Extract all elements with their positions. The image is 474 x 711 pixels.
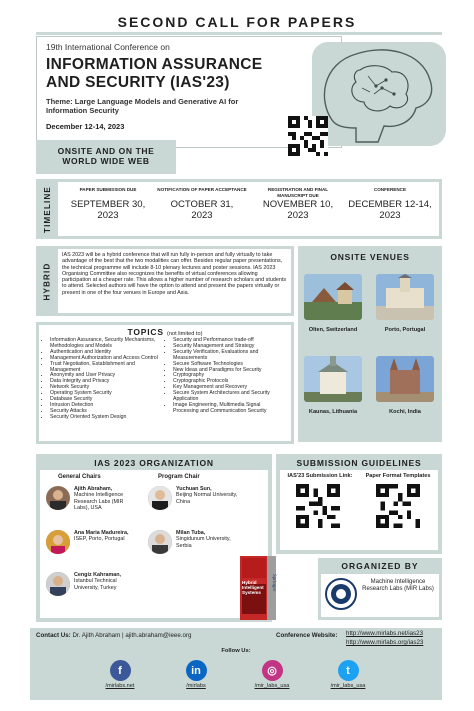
timeline-label: TIMELINE: [42, 185, 52, 233]
topic-item: • Security Attacks: [50, 409, 163, 415]
topic-item: • Information Assurance, Security Mechanisms, Methodologies and Models: [50, 338, 163, 350]
person-cengiz-kahraman: Cengiz Kahraman, Istanbul Technical University, Turkey: [46, 572, 136, 596]
twitter-icon: t: [338, 660, 359, 681]
timeline-item-conference: CONFERENCE DECEMBER 12-14, 2023: [348, 187, 432, 221]
topics-title: TOPICS (not limited to): [127, 327, 203, 337]
title-underline: [36, 32, 442, 35]
submission-guidelines-section: [276, 454, 442, 554]
facebook-link[interactable]: f /mirlabs.net: [82, 660, 158, 689]
springer-book-cover: [240, 556, 276, 620]
conference-theme: Theme: Large Language Models and Generative AI for Information Security: [46, 97, 239, 115]
avatar: [148, 530, 172, 554]
venues-title: ONSITE VENUES: [330, 252, 410, 262]
hybrid-section: [36, 246, 294, 316]
topic-item: • Security Verification, Evaluations and Measurements: [173, 350, 286, 362]
topic-item: • Database Security: [50, 397, 163, 403]
onsite-venues-section: [298, 246, 442, 442]
timeline-item-notification: NOTIFICATION OF PAPER ACCEPTANCE OCTOBER 31, 2023: [157, 187, 247, 221]
linkedin-icon: in: [186, 660, 207, 681]
topics-section: [36, 322, 294, 444]
instagram-icon: ◎: [262, 660, 283, 681]
topic-item: • Authentication and Identity: [50, 350, 163, 356]
topic-item: • Intrusion Detection: [50, 403, 163, 409]
mir-labs-seal-icon: [325, 578, 357, 610]
person-ajith-abraham: Ajith Abraham, Machine Intelligence Research Labs (MIR Labs), USA: [46, 486, 136, 512]
hybrid-description: IAS 2023 will be a hybrid conference that will run fully in-person and fully virtually to take advantage of the best that the two modalities can offer. Besides regular paper presentations, the technical programme will include 8-10 plenary lectures and poster sessions. IAS 2023 Organising Committee also recognizes the benefits of virtual conferences allowing participation at a cheaper rate. This allows a higher number of research scholars and students to attend. Selected authors will have the option to attend and present the papers virtually or present in one of the four venues in Europe and Asia.: [58, 249, 291, 313]
kaunas-photo: [304, 356, 362, 402]
avatar: [46, 572, 70, 596]
organization-panel: [40, 470, 268, 618]
organized-by-panel: [321, 574, 439, 617]
topic-item: • Security and Performance trade-off: [173, 338, 286, 344]
topics-panel: [39, 325, 291, 441]
avatar: [46, 486, 70, 510]
instagram-link[interactable]: ◎ /mir_labs_usa: [234, 660, 310, 689]
organized-by-title: ORGANIZED BY: [341, 561, 419, 571]
venue-porto: Porto, Portugal: [376, 274, 434, 333]
topic-item: • Security Management and Strategy: [173, 344, 286, 350]
contact-section: [30, 628, 442, 700]
facebook-icon: f: [110, 660, 131, 681]
organization-section: [36, 454, 272, 622]
templates-qr-code[interactable]: [376, 484, 420, 528]
venue-kochi: Kochi, India: [376, 356, 434, 415]
olten-photo: [304, 274, 362, 320]
timeline-panel: [58, 182, 439, 236]
venue-kaunas: Kaunas, Lithuania: [304, 356, 362, 415]
topic-item: • Network Security: [50, 385, 163, 391]
person-yuchuan-sun: Yuchuan Sun, Beijing Normal University, China: [148, 486, 238, 510]
submission-link-label: IAS'23 Submission Link:: [287, 473, 353, 479]
submission-panel: [280, 470, 438, 550]
general-chairs-heading: General Chairs: [58, 474, 101, 480]
publisher-label: Springer: [271, 574, 276, 592]
topic-item: • Cryptography: [173, 373, 286, 379]
book-title: Hybrid Intelligent Systems: [242, 580, 264, 596]
person-ana-maria-madureira: Ana Maria Madureira, ISEP, Porto, Portugal: [46, 530, 136, 554]
topic-item: • Security Oriented System Design: [50, 415, 163, 421]
submission-title: SUBMISSION GUIDELINES: [296, 458, 422, 468]
conference-title: INFORMATION ASSURANCE AND SECURITY (IAS'23): [46, 56, 263, 91]
contact-email-link[interactable]: Dr. Ajith Abraham | ajith.abraham@ieee.org: [72, 632, 192, 639]
topic-item: • Cryptographic Protocols: [173, 379, 286, 385]
website-link-1[interactable]: http://www.mirlabs.net/ias23: [346, 630, 424, 637]
topic-item: • New Ideas and Paradigms for Security: [173, 368, 286, 374]
timeline-section: [36, 179, 442, 239]
topic-item: • Image Engineering, Multimedia Signal Processing and Communication Security: [173, 403, 286, 415]
submission-qr-code[interactable]: [296, 484, 340, 528]
social-links: [82, 660, 386, 689]
avatar: [148, 486, 172, 510]
topic-item: • Key Management and Recovery: [173, 385, 286, 391]
avatar: [46, 530, 70, 554]
brain-icon: [312, 42, 446, 146]
topics-list-left: [44, 338, 163, 421]
timeline-item-submission: PAPER SUBMISSION DUE SEPTEMBER 30, 2023: [70, 187, 146, 221]
onsite-www-banner: ONSITE AND ON THE WORLD WIDE WEB: [36, 140, 176, 174]
timeline-item-registration: REGISTRATION AND FINAL MANUSCRIPT DUE NOVEMBER 10, 2023: [262, 187, 334, 221]
organization-title: IAS 2023 ORGANIZATION: [94, 458, 214, 468]
hybrid-label: HYBRID: [42, 262, 52, 300]
brain-illustration: [312, 42, 446, 146]
organized-by-section: [318, 558, 442, 620]
topic-item: • Data Integrity and Privacy: [50, 379, 163, 385]
call-for-papers-title: SECOND CALL FOR PAPERS: [117, 14, 357, 30]
topic-item: • Management Authorization and Access Control: [50, 356, 163, 362]
organizer-name: Machine Intelligence Research Labs (MIR Labs): [362, 579, 434, 592]
follow-us-label: Follow Us:: [221, 648, 251, 654]
website-label: Conference Website:: [276, 632, 338, 639]
topics-list-right: [167, 338, 286, 421]
website-link-2[interactable]: http://www.mirlabs.org/ias23: [346, 639, 424, 646]
topic-item: • Anonymity and User Privacy: [50, 373, 163, 379]
kochi-photo: [376, 356, 434, 402]
porto-photo: [376, 274, 434, 320]
templates-label: Paper Format Templates: [365, 473, 431, 479]
topic-item: • Operating System Security: [50, 391, 163, 397]
conference-qr-code[interactable]: [288, 116, 328, 156]
conference-dates: December 12-14, 2023: [46, 122, 125, 131]
topic-item: • Secure System Architectures and Security Application: [173, 391, 286, 403]
venue-olten: Olten, Switzerland: [304, 274, 362, 333]
person-milan-tuba: Milan Tuba, Singidunum University, Serbia: [148, 530, 238, 554]
twitter-link[interactable]: t /mir_labs_usa: [310, 660, 386, 689]
program-chair-heading: Program Chair: [158, 474, 200, 480]
contact-info: Contact Us: Dr. Ajith Abraham | ajith.abraham@ieee.org: [36, 632, 192, 639]
linkedin-link[interactable]: in /mirlabs: [158, 660, 234, 689]
topic-item: • Secure Software Technologies: [173, 362, 286, 368]
topic-item: • Trust Negotiation, Establishment and Management: [50, 362, 163, 374]
conference-series: 19th International Conference on: [46, 42, 170, 52]
